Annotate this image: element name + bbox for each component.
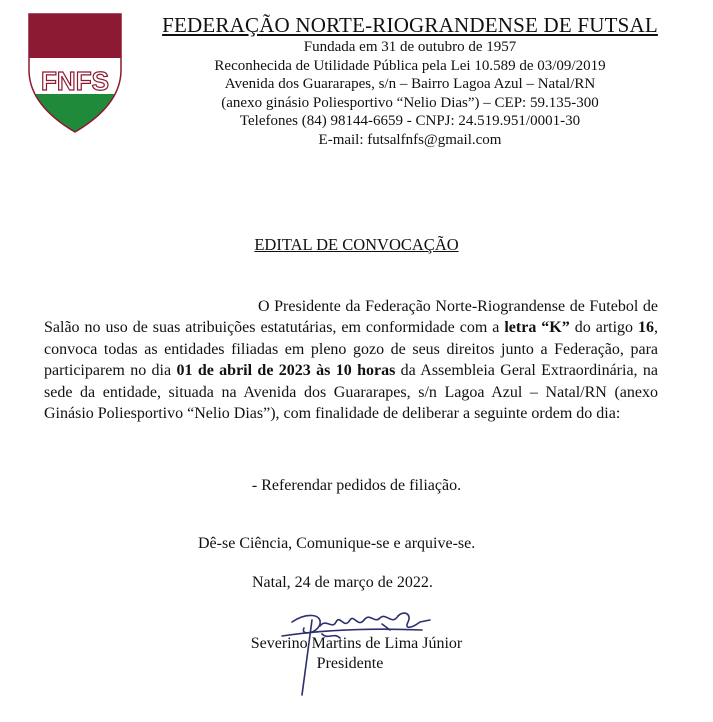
body-bold-letter: letra “K” [504, 319, 570, 337]
document-title: EDITAL DE CONVOCAÇÃO [254, 235, 459, 254]
logo-bottom-band [27, 94, 123, 134]
logo-top-band [27, 10, 123, 58]
logo-text: FNFS [41, 66, 109, 96]
agenda-item: - Referendar pedidos de filiação. [251, 477, 462, 494]
org-name: FEDERAÇÃO NORTE-RIOGRANDENSE DE FUTSAL [162, 13, 658, 37]
letterhead [160, 12, 660, 149]
email-line: E-mail: futsalfnfs@gmail.com [318, 131, 502, 148]
body-text-2: do artigo [569, 319, 639, 337]
signatory-role: Presidente [316, 655, 384, 672]
place-date: Natal, 24 de março de 2022. [252, 574, 433, 591]
body-text-3: , convoca todas as entidades filiadas em pleno gozo de seus direitos junto a Federação, para participarem no dia [44, 319, 659, 380]
phones-line: Telefones (84) 98144-6659 - CNPJ: 24.519.951/0001-30 [239, 113, 581, 129]
body-text-4: da Assembleia Geral Extraordinária, na sede da entidade, situada na Avenida dos Guararapes, s/n Lagoa Azul – Natal/RN (anexo Ginásio Poliesportivo “Nelio Dias”), com finalidade de deliberar a seguinte ordem do dia: [44, 362, 659, 423]
body-bold-article: 16 [638, 319, 655, 337]
convocation-paragraph [44, 296, 658, 424]
public-utility-line: Reconhecida de Utilidade Pública pela Lei 10.589 de 03/09/2019 [214, 57, 606, 74]
signatory-name: Severino Martins de Lima Júnior [250, 635, 463, 652]
body-bold-date: 01 de abril de 2023 às 10 horas [176, 362, 396, 380]
address-line: Avenida dos Guararapes, s/n – Bairro Lagoa Azul – Natal/RN [224, 76, 596, 92]
fnfs-logo [27, 10, 123, 134]
closing-line: Dê-se Ciência, Comunique-se e arquive-se. [198, 535, 476, 552]
founded-line: Fundada em 31 de outubro de 1957 [303, 39, 517, 55]
body-text-1: O Presidente da Federação Norte-Riograndense de Futebol de Salão no uso de suas atribuições estatutárias, em conformidade com a [44, 298, 658, 337]
annex-line: (anexo ginásio Poliesportivo “Nelio Dias”) – CEP: 59.135-300 [221, 94, 599, 111]
